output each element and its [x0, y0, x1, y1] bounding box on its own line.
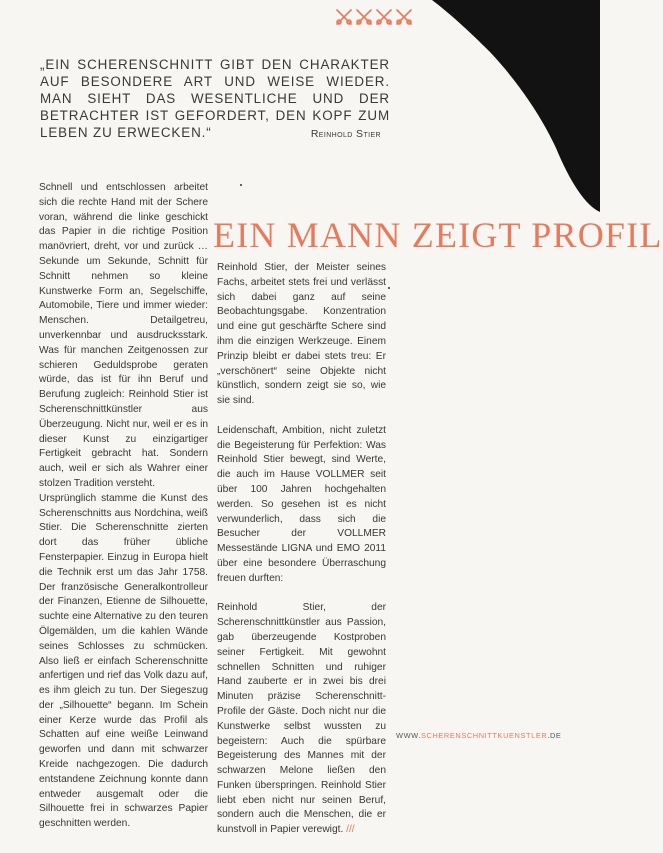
- quote-author: Reinhold Stier: [310, 128, 381, 140]
- left-paragraph-2: Ursprünglich stamme die Kunst des Scherenschnitts aus Nordchina, weiß Stier. Die Scherenschnitte zierten dort das früher übliche Fensterpapier. Einzug in Europa hielt die Technik erst um das Jahr 1758. Der französische Generalkontrolleur der Finanzen, Etienne de Silhouette, suchte eine Alternative zu den teuren Ölgemälden, um die kahlen Wände seines Schlosses zu schmücken. Also ließ er einfach Scherenschnitte anfertigen und rief das Volk dazu auf, es ihm gleich zu tun. Der Siegeszug der „Silhouette“ begann. Im Schein einer Kerze wurde das Profil als Schatten auf eine weiße Leinwand geworfen und dann mit schwarzer Kreide nachgezogen. Die dadurch entstandene Zeichnung konnte dann entweder ausgemalt oder die Silhouette frei in schwarzes Papier geschnitten werden.: [39, 492, 208, 830]
- left-paragraph-1: Schnell und entschlossen arbeitet sich die rechte Hand mit der Schere voran, während die linke geschickt das Papier in die richtige Position manövriert, dreht, vor und zurück … Sekunde um Sekunde, Schnitt für Schnitt nehmen so kleine Kunstwerke Form an, Segelschiffe, Automobile, Tiere und immer wieder: Menschen. Detailgetreu, unverkennbar und ausdrucksstark. Was für manchen Zeitgenossen zur schieren Geduldsprobe geraten würde, das ist für ihn Beruf und Berufung zugleich: Reinhold Stier ist Scherenschnittkünstler aus Überzeugung. Nicht nur, weil er es in dieser Kunst zu einzigartiger Fertigkeit gebracht hat. Sondern auch, weil er sich als Wahrer einer stolzen Tradition versteht.: [39, 182, 208, 489]
- right-paragraph-3-text: Reinhold Stier, der Scherenschnittkünstler aus Passion, gab überzeugende Kostproben seiner Fertigkeit. Mit gewohnt schnellen Schnitten und ruhiger Hand zauberte er in zwei bis drei Minuten präzise Scherenschnitt-Profile der Gäste. Doch nicht nur die Kunstwerke selbst wussten zu begeistern: Auch die spürbare Begeisterung des Mannes mit der schwarzen Melone ließen den Funken überspringen. Reinhold Stier liebt eben nicht nur seinen Beruf, sondern auch die Menschen, die er kunstvoll in Papier verewigt.: [217, 602, 386, 836]
- footer-url[interactable]: [396, 731, 561, 740]
- footer-url-prefix: WWW.: [396, 731, 421, 740]
- pull-quote: „EIN SCHERENSCHNITT GIBT DEN CHARAKTER AUF BESONDERE ART UND WEISE WIEDER. MAN SIEHT DAS WESENTLICHE UND DER BETRACHTER IST GEFORDERT, DEN KOPF ZUM LEBEN ZU ERWECKEN.“: [40, 57, 390, 140]
- paper-speck: [240, 184, 242, 186]
- right-paragraph-2: Leidenschaft, Ambition, nicht zuletzt die Begeisterung für Perfektion: Was Reinhold Stier bewegt, sind Werte, die auch im Hause VOLLMER seit über 100 Jahren hochgehalten werden. So gesehen ist es nicht verwunderlich, dass sich die Besucher der VOLLMER Messestände LIGNA und EMO 2011 über eine besondere Überraschung freuen durften:: [217, 424, 386, 584]
- right-paragraph-1: Reinhold Stier, der Meister seines Fachs, arbeitet stets frei und verlässt sich dabei ganz auf seine Beobachtungsgabe. Konzentration und eine gut geschärfte Schere sind ihm die einzigen Werkzeuge. Einem Prinzip bleibt er dabei stets treu: Er „verschönert“ seine Objekte nicht künstlich, sondern zeigt sie so, wie sie sind.: [217, 262, 386, 407]
- footer-url-domain: SCHERENSCHNITTKUENSTLER: [420, 731, 548, 740]
- right-text-column: [217, 261, 386, 853]
- right-paragraph-3: [217, 601, 386, 838]
- article-headline: EIN MANN ZEIGT PROFIL: [213, 215, 663, 255]
- footer-url-suffix: .DE: [547, 731, 562, 740]
- paper-speck: [388, 287, 390, 289]
- scissors-ornament-icon: [333, 6, 415, 30]
- end-mark: ///: [346, 824, 355, 836]
- left-text-column: [39, 181, 208, 832]
